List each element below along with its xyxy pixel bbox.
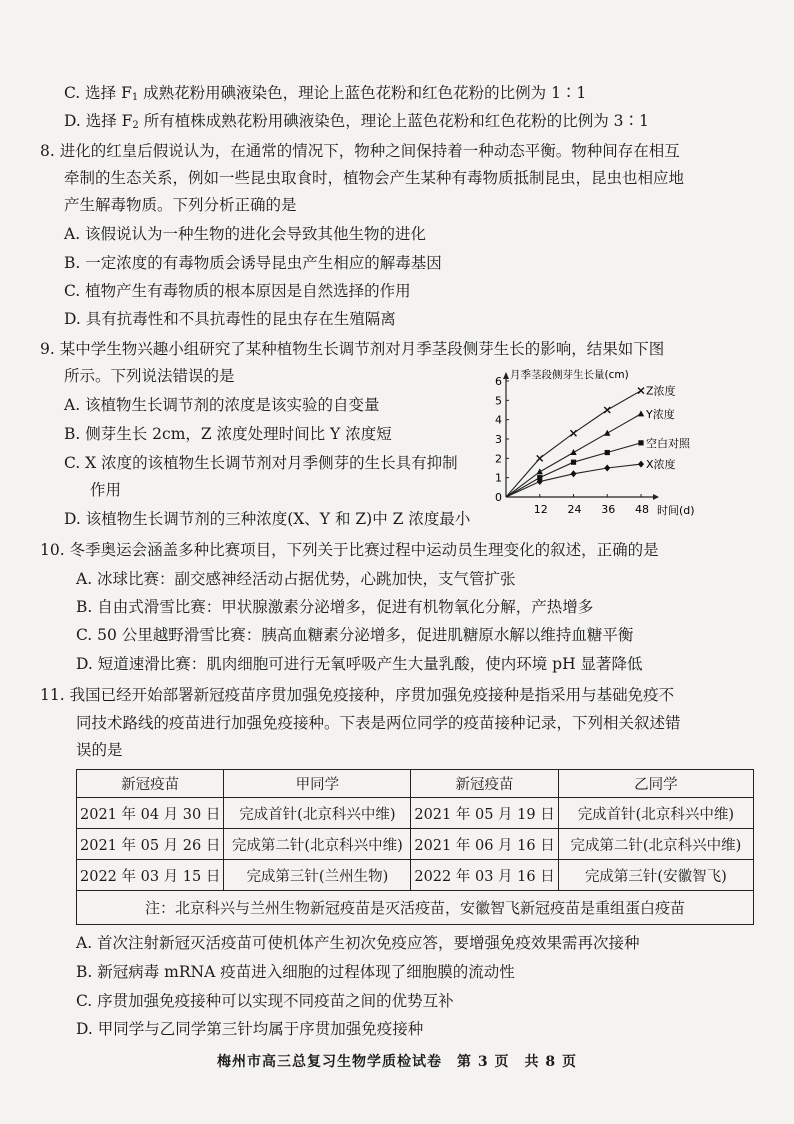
text-line: 所示。下列说法错误的是 xyxy=(64,367,235,385)
text-line: D. 具有抗毒性和不具抗毒性的昆虫存在生殖隔离 xyxy=(64,310,396,328)
table-header-cell: 甲同学 xyxy=(224,770,411,798)
data-point xyxy=(571,430,577,436)
table-cell: 2022 年 03 月 15 日 xyxy=(77,860,224,891)
y-tick-label: 6 xyxy=(495,375,502,388)
text-line: 误的是 xyxy=(76,741,123,759)
text-line: 作用 xyxy=(90,481,122,499)
table-cell: 完成第三针(安徽智飞) xyxy=(558,860,753,891)
data-point xyxy=(604,465,610,472)
table-note: 注：北京科兴与兰州生物新冠疫苗是灭活疫苗，安徽智飞新冠疫苗是重组蛋白疫苗 xyxy=(77,891,754,925)
table-row xyxy=(77,860,754,891)
table-header-cell: 新冠疫苗 xyxy=(411,770,558,798)
data-point xyxy=(638,440,643,445)
text-line: B. 新冠病毒 mRNA 疫苗进入细胞的过程体现了细胞膜的流动性 xyxy=(76,963,515,981)
text-line: B. 侧芽生长 2cm，Z 浓度处理时间比 Y 浓度短 xyxy=(64,425,392,443)
data-point xyxy=(638,410,644,416)
text-line: 牵制的生态关系，例如一些昆虫取食时，植物会产生某种有毒物质抵制昆虫，昆虫也相应地 xyxy=(64,169,685,187)
table-note-row xyxy=(77,891,754,925)
table-cell: 2022 年 03 月 16 日 xyxy=(411,860,558,891)
x-tick-label: 48 xyxy=(635,503,649,516)
series-line xyxy=(506,414,641,497)
vaccination-table xyxy=(76,769,754,925)
data-point xyxy=(571,460,576,465)
growth-line-chart xyxy=(486,366,726,526)
series-label: X浓度 xyxy=(646,458,676,472)
text-line: 产生解毒物质。下列分析正确的是 xyxy=(64,196,297,214)
series-label: 空白对照 xyxy=(646,436,690,450)
data-point xyxy=(638,461,644,468)
table-header-cell: 新冠疫苗 xyxy=(77,770,224,798)
data-point xyxy=(605,450,610,455)
table-cell: 完成第二针(北京科兴中维) xyxy=(558,829,753,860)
table-cell: 完成首针(北京科兴中维) xyxy=(224,798,411,829)
text-line: A. 首次注射新冠灭活疫苗可使机体产生初次免疫应答，要增强免疫效果需再次接种 xyxy=(76,934,640,952)
y-tick-label: 2 xyxy=(495,452,502,466)
text-line: C. 植物产生有毒物质的根本原因是自然选择的作用 xyxy=(64,282,411,300)
table-cell: 完成第二针(北京科兴中维) xyxy=(224,829,411,860)
data-point xyxy=(571,470,577,477)
text-line: 同技术路线的疫苗进行加强免疫接种。下表是两位同学的疫苗接种记录，下列相关叙述错 xyxy=(76,714,681,732)
x-tick-label: 12 xyxy=(533,503,548,516)
x-axis-arrow xyxy=(653,494,659,500)
text-line: C. 序贯加强免疫接种可以实现不同疫苗之间的优势互补 xyxy=(76,992,454,1010)
table-cell: 完成第三针(兰州生物) xyxy=(224,860,411,891)
series-label: Y浓度 xyxy=(646,407,675,421)
y-axis-arrow xyxy=(503,372,509,379)
table-row xyxy=(77,829,754,860)
table-cell: 2021 年 05 月 19 日 xyxy=(411,798,558,829)
text-line: D. 该植物生长调节剂的三种浓度(X、Y 和 Z)中 Z 浓度最小 xyxy=(64,510,471,528)
series-label: Z浓度 xyxy=(646,384,676,398)
table-cell: 2021 年 05 月 26 日 xyxy=(77,829,224,860)
text-line: A. 该假说认为一种生物的进化会导致其他生物的进化 xyxy=(64,225,427,243)
table-cell: 完成首针(北京科兴中维) xyxy=(558,798,753,829)
text-line: 10. 冬季奥运会涵盖多种比赛项目，下列关于比赛过程中运动员生理变化的叙述，正确的是 xyxy=(40,541,659,559)
table-cell: 2021 年 04 月 30 日 xyxy=(77,798,224,829)
x-tick-label: 24 xyxy=(567,503,582,516)
text-line: C. 选择 $F_1$ 成熟花粉用碘液染色，理论上蓝色花粉和红色花粉的比例为 1∶1 xyxy=(64,84,587,103)
y-tick-label: 1 xyxy=(495,471,502,485)
data-point xyxy=(604,407,610,413)
x-tick-label: 36 xyxy=(601,503,616,516)
series-line xyxy=(506,391,641,497)
data-point xyxy=(570,449,576,455)
table-header-row xyxy=(77,770,754,798)
data-point xyxy=(537,455,543,461)
y-tick-label: 4 xyxy=(495,413,502,427)
text-line: D. 甲同学与乙同学第三针均属于序贯加强免疫接种 xyxy=(76,1020,424,1038)
table-cell: 2021 年 06 月 16 日 xyxy=(411,829,558,860)
data-point xyxy=(638,388,644,394)
series-line xyxy=(506,464,641,497)
data-point xyxy=(604,430,610,436)
text-line: B. 一定浓度的有毒物质会诱导昆虫产生相应的解毒基因 xyxy=(64,254,442,272)
y-axis-label: 月季茎段侧芽生长量(cm) xyxy=(510,369,629,381)
y-tick-label: 3 xyxy=(495,433,502,446)
text-line: B. 自由式滑雪比赛：甲状腺激素分泌增多，促进有机物氧化分解，产热增多 xyxy=(76,598,594,616)
text-line: A. 该植物生长调节剂的浓度是该实验的自变量 xyxy=(64,396,380,414)
text-line: D. 选择 $F_2$ 所有植株成熟花粉用碘液染色，理论上蓝色花粉和红色花粉的比例为 3∶1 xyxy=(64,112,649,131)
text-line: 8. 进化的红皇后假说认为，在通常的情况下，物种之间保持着一种动态平衡。物种间存在相互 xyxy=(40,142,680,160)
text-line: 9. 某中学生物兴趣小组研究了某种植物生长调节剂对月季茎段侧芽生长的影响，结果如下图 xyxy=(40,340,665,358)
text-line: C. 50 公里越野滑雪比赛：胰高血糖素分泌增多，促进肌糖原水解以维持血糖平衡 xyxy=(76,626,634,644)
page-footer: 梅州市高三总复习生物学质检试卷 第 3 页 共 8 页 xyxy=(217,1054,577,1070)
x-axis-label: 时间(d) xyxy=(657,504,695,517)
text-line: D. 短道速滑比赛：肌肉细胞可进行无氧呼吸产生大量乳酸，使内环境 pH 显著降低 xyxy=(76,655,643,673)
text-line: A. 冰球比赛：副交感神经活动占据优势，心跳加快，支气管扩张 xyxy=(76,570,516,588)
table-row xyxy=(77,798,754,829)
y-tick-label: 0 xyxy=(495,491,502,504)
y-tick-label: 5 xyxy=(495,394,502,408)
text-line: 11. 我国已经开始部署新冠疫苗序贯加强免疫接种，序贯加强免疫接种是指采用与基础免疫不 xyxy=(40,686,675,704)
text-line: C. X 浓度的该植物生长调节剂对月季侧芽的生长具有抑制 xyxy=(64,454,458,472)
data-point xyxy=(537,468,543,474)
table-header-cell: 乙同学 xyxy=(558,770,753,798)
